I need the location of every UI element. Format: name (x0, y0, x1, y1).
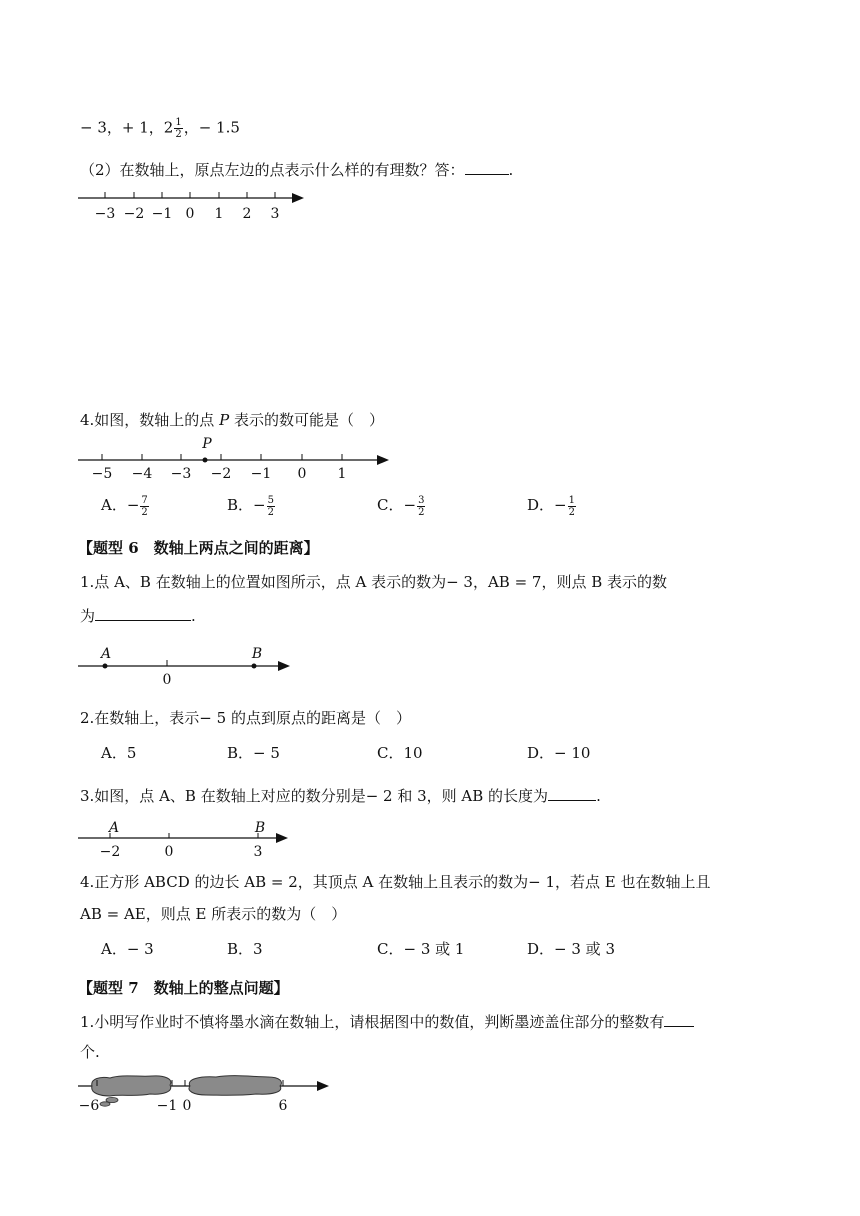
ink-blot-right (189, 1076, 282, 1096)
option-d[interactable]: D．− 3 或 3 (527, 940, 615, 958)
option-a[interactable] (101, 494, 150, 518)
fraction-denominator: 2 (175, 129, 182, 140)
option-c[interactable] (377, 494, 426, 518)
fraction (267, 495, 275, 518)
question-text-end: . (191, 607, 196, 625)
ink-drop (100, 1102, 110, 1106)
tick-label: −1 (151, 206, 173, 222)
option-sign: − (253, 496, 266, 514)
fraction-numerator: 5 (267, 494, 274, 506)
zero-label: 0 (162, 672, 172, 688)
question-4-text-2: 表示的数可能是（ ） (229, 411, 384, 429)
tick-label: −5 (91, 466, 113, 482)
point-b-label: B (254, 820, 266, 836)
question-4 (80, 410, 384, 430)
numbers-text-2: ，− 1.5 (183, 118, 240, 137)
s6-question-4-line-2: AB = AE，则点 E 所表示的数为（ ） (80, 905, 347, 923)
option-c[interactable]: C．− 3 或 1 (377, 940, 465, 958)
option-b[interactable]: B．− 5 (227, 744, 280, 762)
tick-label: −6 (78, 1098, 100, 1114)
option-a[interactable]: A．5 (101, 744, 137, 762)
option-sign: − (554, 496, 567, 514)
tick-label: −2 (123, 206, 145, 222)
option-b[interactable] (227, 494, 276, 518)
tick-label: −2 (210, 466, 232, 482)
s6-question-1-line-1: 1.点 A、B 在数轴上的位置如图所示，点 A 表示的数为− 3，AB = 7，则点 B 表示的数 (80, 573, 668, 591)
question-text: 为 (80, 607, 96, 625)
number-list (80, 117, 240, 140)
tick-label: 6 (278, 1098, 288, 1114)
number-line-1 (78, 188, 318, 228)
tick-label: 0 (297, 466, 307, 482)
s6-question-2: 2.在数轴上，表示− 5 的点到原点的距离是（ ） (80, 709, 411, 727)
option-letter: B． (227, 496, 254, 514)
tick-label: −3 (170, 466, 192, 482)
zero-label: 0 (164, 844, 174, 860)
s6-question-1-line-2 (80, 606, 196, 626)
option-sign: − (126, 496, 140, 514)
answer-blank[interactable] (465, 160, 509, 175)
option-letter: A． (101, 496, 127, 514)
tick-label: −4 (131, 466, 153, 482)
variable-p: P (219, 411, 230, 429)
question-text: 1.小明写作业时不慎将墨水滴在数轴上，请根据图中的数值，判断墨迹盖住部分的整数有 (80, 1013, 665, 1031)
tick-marks (102, 454, 342, 460)
s6-question-3 (80, 786, 601, 806)
fraction (174, 117, 182, 140)
answer-blank[interactable] (95, 606, 191, 621)
s7-question-1-line-2: 个. (80, 1043, 100, 1061)
ink-blot-left (92, 1076, 171, 1096)
fraction-numerator: 3 (418, 494, 425, 506)
answer-blank[interactable] (664, 1012, 694, 1027)
section-7-title: 【题型 7 数轴上的整点问题】 (78, 979, 289, 997)
question-2 (80, 160, 513, 180)
fraction-denominator: 2 (141, 506, 148, 518)
s7-question-1-line-1 (80, 1012, 694, 1032)
number-line-ab-2 (78, 814, 308, 864)
option-d[interactable]: D．− 10 (527, 744, 591, 762)
tick-label: 2 (242, 206, 252, 222)
option-a[interactable]: A．− 3 (101, 940, 154, 958)
fraction-numerator: 1 (175, 117, 182, 128)
tick-label: 3 (270, 206, 280, 222)
question-2-text: （2）在数轴上，原点左边的点表示什么样的有理数？答： (80, 161, 465, 179)
tick-label: 0 (182, 1098, 192, 1114)
tick-label: −3 (94, 206, 116, 222)
option-letter: C． (377, 496, 404, 514)
point-b (252, 664, 257, 669)
option-sign: − (403, 496, 417, 514)
tick-label: 0 (185, 206, 195, 222)
point-b-label: B (251, 646, 263, 662)
number-line-ab-1 (78, 640, 308, 690)
fraction (140, 495, 148, 518)
option-b[interactable]: B．3 (227, 940, 263, 958)
s6-question-4-line-1: 4.正方形 ABCD 的边长 AB = 2，其顶点 A 在数轴上且表示的数为− 1，若点 E 也在数轴上且 (80, 873, 711, 891)
fraction-numerator: 7 (141, 494, 148, 506)
question-text: 3.如图，点 A、B 在数轴上对应的数分别是− 2 和 3，则 AB 的长度为 (80, 787, 549, 805)
fraction (568, 495, 576, 518)
fraction-denominator: 2 (418, 506, 425, 518)
point-b-value: 3 (253, 844, 263, 860)
fraction-denominator: 2 (568, 506, 575, 518)
answer-blank[interactable] (548, 786, 596, 801)
point-p-label: P (202, 436, 212, 452)
question-text-end: . (596, 787, 601, 805)
point-a-value: −2 (99, 844, 121, 860)
option-c[interactable]: C．10 (377, 744, 423, 762)
ink-number-line (78, 1068, 348, 1118)
question-4-text: 4.如图，数轴上的点 (80, 411, 220, 429)
point-a-label: A (108, 820, 120, 836)
tick-label: −1 (250, 466, 272, 482)
tick-label: 1 (337, 466, 347, 482)
numbers-text: − 3，+ 1，2 (80, 118, 174, 137)
point-a (103, 664, 108, 669)
tick-marks (105, 192, 275, 198)
fraction-numerator: 1 (568, 494, 575, 506)
tick-label: 1 (214, 206, 224, 222)
fraction (417, 495, 425, 518)
question-2-end: . (508, 161, 514, 179)
option-letter: D． (527, 496, 555, 514)
option-d[interactable] (527, 494, 577, 518)
tick-label: −1 (156, 1098, 178, 1114)
fraction-denominator: 2 (267, 506, 274, 518)
number-line-2 (78, 434, 398, 484)
point-a-label: A (100, 646, 112, 662)
section-6-title: 【题型 6 数轴上两点之间的距离】 (78, 539, 319, 557)
